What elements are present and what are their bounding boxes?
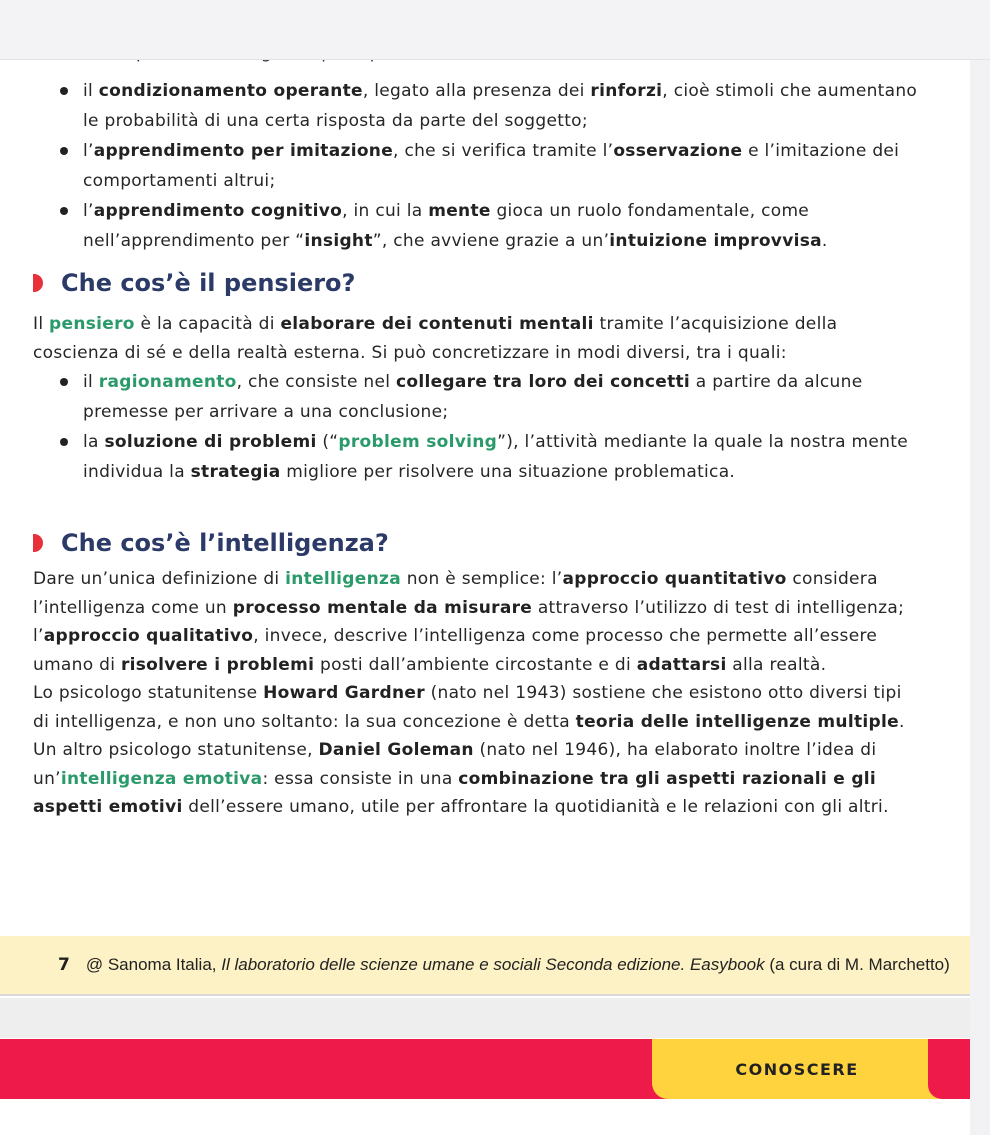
page-footer — [0, 936, 970, 996]
copyright-credit: @ Sanoma Italia, Il laboratorio delle scienze umane e sociali Seconda edizione. Easybook (a cura di M. Marchetto) — [85, 955, 950, 974]
next-page-area — [0, 1099, 970, 1135]
tab-conoscere[interactable]: CONOSCERE — [652, 1039, 942, 1099]
page-number: 7 — [58, 955, 70, 975]
section-pensiero-body — [33, 310, 913, 487]
list-item: l’apprendimento per imitazione, che si verifica tramite l’osservazione e l’imitazione dei comportamenti altrui; — [58, 136, 938, 196]
list-item: l’apprendimento cognitivo, in cui la mente gioca un ruolo fondamentale, come nell’apprendimento per “insight”, che avviene grazie a un’intuizione improvvisa. — [58, 196, 938, 256]
list-item: il condizionamento operante, legato alla presenza dei rinforzi, cioè stimoli che aumentano le probabilità di una certa risposta da parte del soggetto; — [58, 76, 938, 136]
intro-content — [58, 76, 938, 256]
heading-marker-icon — [33, 534, 43, 552]
paragraph: Un altro psicologo statunitense, Daniel Goleman (nato nel 1946), ha elaborato inoltre l’idea di un’intelligenza emotiva: essa consiste in una combinazione tra gli aspetti razionali e gli aspetti emotivi dell’essere umano, utile per affrontare la quotidianità e le relazioni con gli altri. — [33, 740, 889, 817]
paragraph: Lo psicologo statunitense Howard Gardner (nato nel 1943) sostiene che esistono otto diversi tipi di intelligenza, e non uno soltanto: la sua concezione è detta teoria delle intelligenze multiple. — [33, 683, 905, 732]
heading-marker-icon — [33, 274, 43, 292]
intro-bullet-list — [58, 76, 938, 256]
section-intelligenza-body — [33, 565, 923, 822]
paragraph: Dare un’unica definizione di intelligenza non è semplice: l’approccio quantitativo considera l’intelligenza come un processo mentale da misurare attraverso l’utilizzo di test di intelligenza; l’approccio qualitativo, invece, descrive l’intelligenza come processo che permette all’essere umano di risolvere i problemi posti dall’ambiente circostante e di adattarsi alla realtà. — [33, 569, 905, 675]
viewer-top-bar — [0, 0, 990, 60]
viewer-margin — [970, 60, 990, 1135]
pensiero-bullet-list — [58, 367, 913, 487]
list-item: il ragionamento, che consiste nel collegare tra loro dei concetti a partire da alcune premesse per arrivare a una conclusione; — [58, 367, 913, 427]
page-gap — [0, 998, 990, 1038]
list-item: la soluzione di problemi (“problem solving”), l’attività mediante la quale la nostra mente individua la strategia migliore per risolvere una situazione problematica. — [58, 427, 913, 487]
section-heading-pensiero: Che cos’è il pensiero? — [33, 268, 355, 298]
section-bar-end — [928, 1039, 970, 1099]
section-heading-intelligenza: Che cos’è l’intelligenza? — [33, 528, 389, 558]
paragraph: Il pensiero è la capacità di elaborare dei contenuti mentali tramite l’acquisizione della coscienza di sé e della realtà esterna. Si può concretizzare in modi diversi, tra i quali: — [33, 314, 838, 363]
